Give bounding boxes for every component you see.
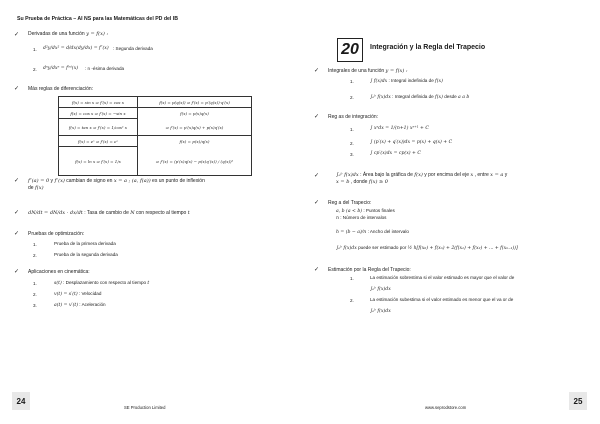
cinematica-item	[54, 302, 106, 309]
tasa-math: dN/dt = dN/dx · dx/dt	[28, 210, 83, 216]
page-number: 25	[569, 392, 587, 410]
integral-vars: a a b	[458, 95, 470, 100]
inflexion-text3: es un punto de inflexión	[152, 178, 205, 184]
check-icon: ✓	[14, 231, 20, 237]
item-number: 2.	[350, 298, 354, 303]
cinematica-heading: Aplicaciones en cinemática:	[28, 269, 90, 275]
derivadas-heading-text: Derivadas de una función	[28, 31, 85, 37]
page-header-title: Su Prueba de Práctica – AI NS para las Matemáticas del PD del IB	[17, 16, 178, 22]
pruebas-heading: Pruebas de optimización:	[28, 231, 85, 237]
integral-var: f(x)	[435, 95, 443, 100]
integral-var: f(x)	[435, 79, 443, 84]
differentiation-rules-table	[58, 96, 252, 176]
rule-cell: ⇒ f′(x) = p′(x)q(x) + p(x)q′(x)	[138, 119, 251, 136]
right-page	[300, 0, 600, 424]
second-derivative-formula: d²y/dx² = d/dx(dy/dx) = f″(x)	[43, 46, 109, 51]
reglas-heading: Más reglas de diferenciación:	[28, 86, 94, 92]
item-number: 3.	[33, 303, 37, 308]
area-label: : Área bajo la gráfica de	[360, 172, 413, 178]
item-number: 1.	[350, 79, 354, 84]
cinematica-text: : Desplazamiento con respecto al tiempo	[63, 280, 147, 285]
trapecio-math: a, b (a < b)	[336, 209, 363, 214]
integral-item	[370, 78, 443, 85]
item-number: 2.	[33, 67, 37, 72]
item-number: 2.	[33, 253, 37, 258]
rule-cell: ⇒ f′(x) = (p′(x)q(x) − p(x)q′(x)) / (q(x))²	[155, 158, 234, 164]
tasa-var: N	[130, 210, 135, 216]
rule-cell: f(x) = p(x)/q(x)	[179, 138, 210, 144]
area-text	[336, 172, 576, 186]
estimacion-math: ∫ₐᵇ f(x)dx	[370, 287, 391, 292]
item-number: 1.	[33, 281, 37, 286]
inflexion-text	[28, 178, 268, 192]
rule-cell: f(x) = ln x ⇒ f′(x) = 1/x	[59, 147, 138, 175]
inflexion-math3: x = a ; (a, f(a))	[113, 178, 151, 184]
area-var4: x = b	[336, 179, 350, 185]
rule-cell: f(x) = sin x ⇒ f′(x) = cos x	[59, 97, 138, 108]
check-icon: ✓	[314, 173, 320, 179]
integral-math: ∫ₐᵇ f(x)dx	[370, 95, 391, 100]
pruebas-item: Prueba de la primera derivada	[54, 241, 116, 246]
nth-derivative-label: : n -ésima derivada	[85, 66, 125, 71]
trapecio-line	[336, 229, 409, 236]
integration-rules-heading: Reg as de integración:	[328, 114, 379, 120]
cinematica-math: s(t)	[54, 281, 62, 286]
check-icon: ✓	[14, 32, 20, 38]
pruebas-item: Prueba de la segunda derivada	[54, 252, 118, 257]
trapecio-text: : Ancho del intervalo	[367, 229, 409, 234]
trapezoid-formula: ½ h[f(x₀) + f(xₙ) + 2(f(x₁) + f(x₂) + ... + f(xₙ₋₁))]	[407, 246, 518, 251]
trapecio-math: ∫ₐᵇ f(x)dx	[336, 246, 357, 251]
chapter-number: 20	[337, 38, 363, 62]
check-icon: ✓	[314, 200, 320, 206]
check-icon: ✓	[314, 68, 320, 74]
cinematica-var: t	[147, 281, 150, 286]
rule-cell: f(x) = p(x)q(x)	[180, 110, 209, 116]
tasa-var2: t	[187, 210, 190, 216]
chapter-title: Integración y la Regla del Trapecio	[370, 44, 486, 51]
estimacion-heading: Estimación por la Regla del Trapecio:	[328, 267, 411, 273]
trapecio-heading: Reg a del Trapecio:	[328, 200, 372, 206]
rule-cell: f(x) = tan x ⇒ f′(x) = 1/cos² x	[59, 119, 138, 136]
trapecio-text: : Número de intervalos	[340, 215, 387, 220]
inflexion-math: f″(a) = 0	[28, 178, 50, 184]
check-icon: ✓	[14, 269, 20, 275]
check-icon: ✓	[314, 267, 320, 273]
cinematica-text: : Aceleración	[79, 302, 106, 307]
rule-cell: f(x) = p(q(x)) ⇒ f′(x) = p′(q(x))·q′(x)	[138, 97, 251, 108]
integral-text: : Integral definida de	[392, 94, 434, 99]
area-math: ∫ₐᵇ f(x)dx	[336, 172, 359, 178]
footer-text: www.seprodstore.com	[425, 405, 467, 410]
trapecio-math: h = (b − a)/n	[336, 230, 367, 235]
trapecio-text: : Puntos finales	[363, 208, 395, 213]
trapecio-line	[336, 215, 386, 222]
trapecio-line	[336, 208, 395, 215]
item-number: 1.	[350, 276, 354, 281]
area-var5: f(x) ≥ 0	[368, 179, 388, 185]
inflexion-math4: f(x)	[34, 185, 44, 191]
integration-rule: ∫ xⁿdx = 1/(n+1) xⁿ⁺¹ + C	[370, 126, 429, 131]
cinematica-item	[54, 291, 101, 298]
inflexion-text4: de	[28, 185, 34, 191]
nth-derivative-formula: dⁿy/dxⁿ = f⁽ⁿ⁾(x)	[43, 66, 79, 71]
item-number: 2.	[350, 95, 354, 100]
check-icon: ✓	[14, 210, 20, 216]
cinematica-math: v(t) = s′(t)	[54, 292, 78, 297]
integration-rule: ∫ cp′(x)dx = cp(x) + C	[370, 151, 421, 156]
estimacion-math: ∫ₐᵇ f(x)dx	[370, 309, 391, 314]
integrales-func: y = f(x) :	[385, 68, 408, 74]
item-number: 3.	[350, 152, 354, 157]
area-label3: , entre	[474, 172, 489, 178]
item-number: 1.	[350, 127, 354, 132]
item-number: 2.	[33, 292, 37, 297]
area-var2: x	[470, 172, 474, 178]
integral-math: ∫ f(x)dx	[370, 79, 388, 84]
derivadas-func: y = f(x) :	[86, 31, 109, 37]
cinematica-text: : Velocidad	[78, 291, 102, 296]
page-number: 24	[12, 392, 30, 410]
integral-text2: desde	[444, 94, 457, 99]
cinematica-item	[54, 280, 149, 287]
rule-cell: f(x) = eˣ ⇒ f′(x) = eˣ	[59, 136, 138, 147]
trapecio-line	[336, 245, 586, 252]
integral-item	[370, 94, 469, 101]
item-number: 1.	[33, 47, 37, 52]
trapecio-text: puede ser estimado por	[358, 245, 407, 250]
integrales-heading	[328, 68, 408, 75]
area-var3: x = a	[490, 172, 504, 178]
check-icon: ✓	[314, 114, 320, 120]
area-label5: , donde	[350, 179, 368, 185]
integral-text: : Integral indefinida de	[388, 78, 434, 83]
inflexion-text1: y	[50, 178, 54, 184]
footer-text: SE Production Limited	[124, 405, 166, 410]
estimacion-item: La estimación sobrestima si el valor estimado es mayor que el valor de	[370, 275, 515, 280]
derivadas-heading	[28, 31, 108, 38]
inflexion-text2: cambian de signo en	[66, 178, 113, 184]
estimacion-item: La estimación subestima si el valor estimado es menor que el va or de	[370, 297, 514, 302]
second-derivative-label: : Segunda derivada	[113, 46, 153, 51]
area-var: f(x)	[414, 172, 423, 178]
tasa-text	[28, 210, 268, 217]
item-number: 2.	[350, 141, 354, 146]
integrales-heading-text: Integrales de una función	[328, 68, 385, 74]
integration-rule: ∫ (p′(x) + q′(x))dx = p(x) + q(x) + C	[370, 140, 453, 145]
cinematica-math: a(t) = v′(t)	[54, 303, 79, 308]
item-number: 1.	[33, 242, 37, 247]
tasa-label2: con respecto al tiempo	[136, 210, 187, 216]
rule-cell: f(x) = cos x ⇒ f′(x) = −sin x	[59, 108, 138, 119]
area-label2: y por encima del eje	[424, 172, 469, 178]
check-icon: ✓	[14, 178, 20, 184]
inflexion-math2: f″(x)	[54, 178, 65, 184]
check-icon: ✓	[14, 86, 20, 92]
trapecio-math: n	[336, 216, 339, 221]
tasa-label: : Tasa de cambio de	[84, 210, 129, 216]
area-label4: y	[504, 172, 508, 178]
